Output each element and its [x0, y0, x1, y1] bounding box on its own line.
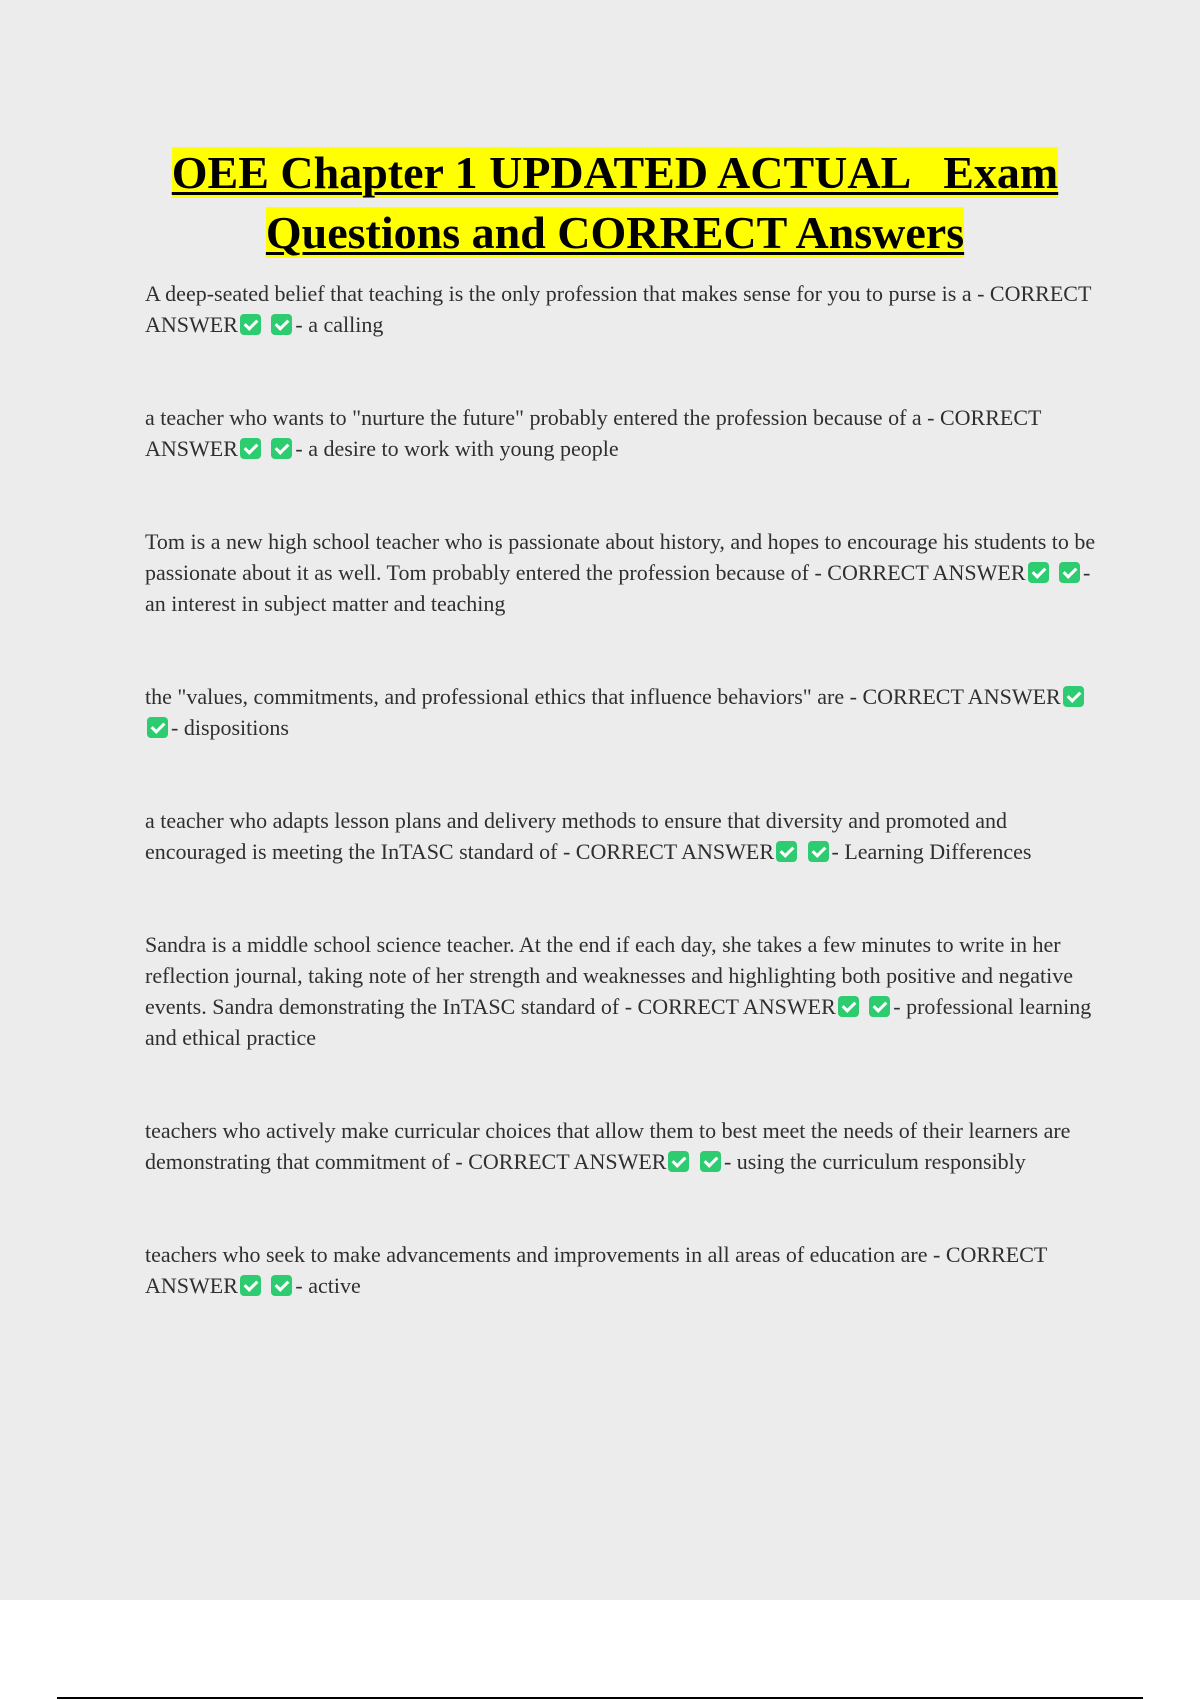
question-text: A deep-seated belief that teaching is the only profession that makes sense for you to purse is a - CORRECT ANSWER — [145, 281, 1091, 337]
check-mark-icon — [147, 717, 168, 738]
qa-item — [145, 1239, 1105, 1301]
check-mark-icon — [700, 1151, 721, 1172]
title-line-2: Questions and CORRECT Answers — [265, 207, 965, 258]
check-mark-icon — [1063, 686, 1084, 707]
check-mark-icon — [776, 841, 797, 862]
check-mark-icon — [271, 1275, 292, 1296]
check-mark-icon — [668, 1151, 689, 1172]
check-mark-icon — [838, 996, 859, 1017]
check-mark-icon — [271, 438, 292, 459]
check-mark-icon — [271, 314, 292, 335]
qa-item — [145, 805, 1105, 867]
check-mark-icon — [240, 438, 261, 459]
question-text: a teacher who adapts lesson plans and delivery methods to ensure that diversity and promoted and encouraged is meeting the InTASC standard of - CORRECT ANSWER — [145, 808, 1008, 864]
answer-text: - a calling — [295, 312, 384, 337]
question-text: Tom is a new high school teacher who is passionate about history, and hopes to encourage his students to be passionate about it as well. Tom probably entered the profession because of - CORRECT ANSWER — [145, 529, 1096, 585]
answer-text: - an interest in subject matter and teaching — [145, 560, 1091, 616]
title-line-1: OEE Chapter 1 UPDATED ACTUAL Exam — [171, 147, 1059, 198]
question-text: teachers who actively make curricular choices that allow them to best meet the needs of their learners are demonstrating that commitment of - CORRECT ANSWER — [145, 1118, 1071, 1174]
check-mark-icon — [808, 841, 829, 862]
question-text: teachers who seek to make advancements and improvements in all areas of education are - CORRECT ANSWER — [145, 1242, 1047, 1298]
answer-text: - using the curriculum responsibly — [723, 1149, 1026, 1174]
qa-item — [145, 278, 1105, 340]
qa-item — [145, 1115, 1105, 1177]
answer-text: - a desire to work with young people — [295, 436, 619, 461]
qa-item — [145, 526, 1105, 619]
answer-text: - Learning Differences — [831, 839, 1032, 864]
question-text: Sandra is a middle school science teacher. At the end if each day, she takes a few minutes to write in her reflection journal, taking note of her strength and weaknesses and highlighting both positive and negative events. Sandra demonstrating the InTASC standard of - CORRECT ANSWER — [145, 932, 1074, 1019]
qa-item — [145, 929, 1105, 1053]
answer-text: - active — [295, 1273, 361, 1298]
question-text: a teacher who wants to "nurture the future" probably entered the profession because of a - CORRECT ANSWER — [145, 405, 1042, 461]
check-mark-icon — [1028, 562, 1049, 583]
check-mark-icon — [240, 314, 261, 335]
question-text: the "values, commitments, and professional ethics that influence behaviors" are - CORRECT ANSWER — [145, 684, 1061, 709]
check-mark-icon — [240, 1275, 261, 1296]
answer-text: - dispositions — [171, 715, 289, 740]
answer-text: - professional learning and ethical practice — [145, 994, 1092, 1050]
qa-item — [145, 681, 1105, 743]
qa-list — [145, 278, 1105, 1363]
page-divider — [57, 1697, 1143, 1699]
document-title — [120, 143, 1110, 263]
check-mark-icon — [869, 996, 890, 1017]
check-mark-icon — [1059, 562, 1080, 583]
qa-item — [145, 402, 1105, 464]
